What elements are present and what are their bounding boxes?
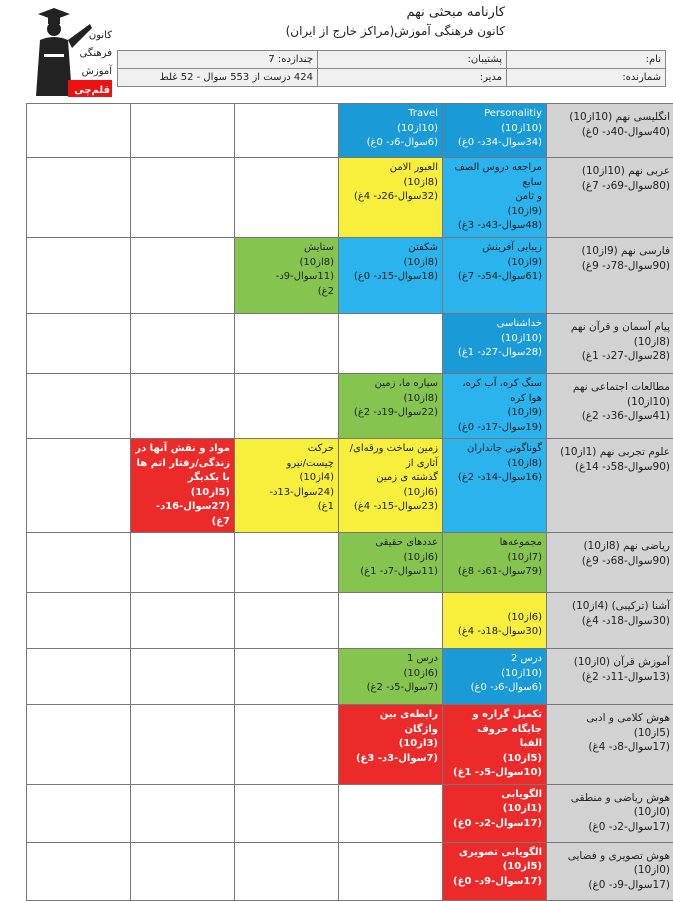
topic-line: (8از10) (447, 457, 542, 472)
topic-line: (30سوال-18د- 4غ) (447, 625, 542, 640)
logo (28, 4, 114, 100)
topic-line: (8از10) (239, 256, 334, 271)
subject-line: (41سوال-36د- 2غ) (552, 409, 670, 424)
subject-cell (547, 314, 673, 374)
topic-cell (339, 784, 443, 842)
topic-line: (6از10) (343, 486, 438, 501)
topic-grid (26, 103, 673, 901)
topic-line: الگویابی تصویری (447, 846, 542, 861)
institute-name: کانون فرهنگی آموزش(مراکز خارج از ایران) (175, 22, 505, 40)
topic-cell (443, 104, 547, 158)
subject-cell (547, 705, 673, 785)
topic-cell (27, 439, 131, 533)
topic-cell (339, 104, 443, 158)
topic-line: چیست/نیرو (239, 457, 334, 472)
subject-line: (30سوال-18د- 4غ) (552, 614, 670, 629)
topic-cell (27, 314, 131, 374)
topic-line: (28سوال-27د- 1غ) (447, 346, 542, 361)
topic-line: (6از10) (343, 551, 438, 566)
logo-text-1: کانون (89, 30, 112, 41)
topic-cell (131, 649, 235, 705)
logo-text-3: آموزش (82, 64, 114, 77)
topic-line: مراجعه دروس الصف سابع (447, 161, 542, 190)
subject-line: ریاضی نهم (8از10) (552, 539, 670, 554)
table-row (27, 533, 673, 593)
subject-cell (547, 104, 673, 158)
subject-line: علوم تجربی نهم (1از10) (552, 445, 670, 460)
topic-line: 1غ) (239, 500, 334, 515)
topic-cell (235, 158, 339, 238)
subject-line: (17سوال-9د- 0غ) (552, 878, 670, 893)
table-row (27, 439, 673, 533)
subject-line: (10از10) (552, 395, 670, 410)
table-row (27, 593, 673, 649)
topic-line: (48سوال-43د- 3غ) (447, 219, 542, 234)
table-row (27, 104, 673, 158)
topic-cell (235, 439, 339, 533)
topic-cell (131, 158, 235, 238)
topic-cell (235, 104, 339, 158)
topic-line: گذشته ی زمین (343, 471, 438, 486)
topic-line: (6سوال-6د- 0غ) (447, 681, 542, 696)
topic-line: (7سوال-5د- 2غ) (343, 681, 438, 696)
subject-line: انگلیسی نهم (10از10) (552, 110, 670, 125)
topic-line: گوناگونی جانداران (447, 442, 542, 457)
topic-line: (7از10) (447, 551, 542, 566)
topic-cell (235, 705, 339, 785)
topic-line: (61سوال-54د- 7غ) (447, 270, 542, 285)
topic-line: (5از10) (447, 752, 542, 767)
report-header (175, 4, 505, 40)
subject-line: (17سوال-2د- 0غ) (552, 820, 670, 835)
subject-line: (90سوال-78د- 9غ) (552, 259, 670, 274)
topic-line: (79سوال-61د- 8غ) (447, 565, 542, 580)
topic-line: حرکت (239, 442, 334, 457)
table-row (27, 649, 673, 705)
subject-cell (547, 439, 673, 533)
topic-line: رابطه‌ی بین واژگان (343, 708, 438, 737)
topic-line: Personalitiy (447, 107, 542, 122)
topic-line: شکفتن (343, 241, 438, 256)
topic-line: (3از10) (343, 737, 438, 752)
subject-line: مطالعات اجتماعی نهم (552, 380, 670, 395)
table-row (27, 238, 673, 314)
subject-line: (17سوال-8د- 4غ) (552, 740, 670, 755)
topic-line: (6سوال-6د- 0غ) (343, 136, 438, 151)
subject-line: (90سوال-68د- 9غ) (552, 554, 670, 569)
topic-cell (235, 593, 339, 649)
topic-line: (6از10) (447, 611, 542, 626)
subject-line: عربی نهم (10از10) (552, 164, 670, 179)
topic-line: (10سوال-5د- 1غ) (447, 766, 542, 781)
table-row (27, 784, 673, 842)
topic-line: الگویابی (447, 788, 542, 803)
topic-cell (131, 238, 235, 314)
topic-line: (16سوال-14د- 2غ) (447, 471, 542, 486)
topic-cell (443, 784, 547, 842)
topic-line: (17سوال-2د- 0غ) (447, 817, 542, 832)
topic-cell (131, 533, 235, 593)
topic-line: ستایش (239, 241, 334, 256)
student-info-table (117, 50, 666, 87)
topic-cell (235, 784, 339, 842)
topic-line: (11سوال-7د- 1غ) (343, 565, 438, 580)
subject-line: آشنا (ترکیبی) (4از10) (552, 599, 670, 614)
topic-line: (10از10) (447, 122, 542, 137)
topic-cell (27, 593, 131, 649)
topic-cell (443, 593, 547, 649)
topic-line: مجموعه‌ها (447, 536, 542, 551)
subject-cell (547, 593, 673, 649)
topic-cell (339, 374, 443, 439)
topic-cell (131, 784, 235, 842)
topic-line: (8از10) (343, 256, 438, 271)
subject-line: هوش کلامی و ادبی (552, 711, 670, 726)
subject-line: (28سوال-27د- 1غ) (552, 349, 670, 364)
topic-cell (131, 314, 235, 374)
subject-cell (547, 842, 673, 900)
topic-cell (339, 842, 443, 900)
topic-line: عددهای حقیقی (343, 536, 438, 551)
topic-line: (9از10) (447, 406, 542, 421)
topic-cell (339, 158, 443, 238)
topic-line: (18سوال-15د- 0غ) (343, 270, 438, 285)
topic-line: (34سوال-34د- 0غ) (447, 136, 542, 151)
subject-line: هوش ریاضی و منطقی (552, 791, 670, 806)
topic-line: (9از10) (447, 256, 542, 271)
table-row (27, 158, 673, 238)
topic-cell (339, 593, 443, 649)
topic-line: درس 1 (343, 652, 438, 667)
topic-line: الفبا (447, 737, 542, 752)
topic-cell (131, 705, 235, 785)
support-label: پشتیبان: (318, 51, 507, 69)
logo-text-4: قلم‌چی (74, 85, 110, 96)
table-row (27, 705, 673, 785)
subject-line: (80سوال-69د- 7غ) (552, 179, 670, 194)
topic-line: (11سوال-9د- (239, 270, 334, 285)
topic-cell (27, 705, 131, 785)
table-row (27, 374, 673, 439)
topic-cell (131, 593, 235, 649)
topic-cell (443, 649, 547, 705)
topic-cell (27, 104, 131, 158)
topic-line: (9از10) (447, 205, 542, 220)
topic-line: Travel (343, 107, 438, 122)
topic-cell (131, 439, 235, 533)
topic-cell (27, 649, 131, 705)
subject-line: (0از10) (552, 863, 670, 878)
topic-line: (10از10) (343, 122, 438, 137)
topic-line: با یکدیگر (135, 471, 230, 486)
topic-line: سیاره ما، زمین (343, 377, 438, 392)
topic-cell (235, 533, 339, 593)
topic-cell (235, 314, 339, 374)
number-label: شمارنده: (507, 69, 666, 87)
topic-line: خداشناسی (447, 317, 542, 332)
topic-line: (6از10) (343, 667, 438, 682)
topic-cell (443, 374, 547, 439)
topic-cell (443, 314, 547, 374)
topic-line: (8از10) (343, 392, 438, 407)
topic-line (447, 596, 542, 611)
topic-line: (23سوال-15د- 4غ) (343, 500, 438, 515)
subject-line: (13سوال-11د- 2غ) (552, 670, 670, 685)
topic-cell (443, 533, 547, 593)
subject-line: (8از10) (552, 335, 670, 350)
topic-cell (339, 439, 443, 533)
level-value: چندازده: 7 (118, 51, 318, 69)
topic-cell (235, 842, 339, 900)
subject-cell (547, 238, 673, 314)
topic-line: (24سوال-13د- (239, 486, 334, 501)
topic-line: (22سوال-19د- 2غ) (343, 406, 438, 421)
topic-line: و ثامن (447, 190, 542, 205)
subject-line: (5از10) (552, 726, 670, 741)
table-row (27, 314, 673, 374)
topic-line: (17سوال-9د- 0غ) (447, 875, 542, 890)
logo-text-2: فرهنگی (80, 47, 113, 59)
subject-line: هوش تصویری و فضایی (552, 849, 670, 864)
topic-line: 2غ) (239, 285, 334, 300)
topic-cell (235, 649, 339, 705)
topic-cell (339, 533, 443, 593)
topic-line: (19سوال-17د- 0غ) (447, 421, 542, 436)
topic-line: سنگ کره، آب کره، هوا کره (447, 377, 542, 406)
subject-line: (0از10) (552, 805, 670, 820)
topic-line: تکمیل گزاره و جایگاه حروف (447, 708, 542, 737)
subject-line: آموزش قرآن (0از10) (552, 655, 670, 670)
topic-cell (443, 158, 547, 238)
topic-line: (5از10) (447, 860, 542, 875)
topic-cell (443, 705, 547, 785)
topic-cell (27, 238, 131, 314)
topic-line: (1از10) (447, 802, 542, 817)
subject-cell (547, 374, 673, 439)
topic-cell (235, 238, 339, 314)
topic-cell (339, 649, 443, 705)
report-title: کارنامه مبحثی نهم (175, 4, 505, 22)
topic-line: مواد و نقش آنها در زندگی/رفتار اتم ها (135, 442, 230, 471)
topic-line: (7سوال-3د- 3غ) (343, 752, 438, 767)
topic-cell (131, 842, 235, 900)
topic-line: (10از10) (447, 332, 542, 347)
topic-cell (235, 374, 339, 439)
topic-cell (339, 238, 443, 314)
topic-line: زمین ساخت ورقه‌ای/آثاری از (343, 442, 438, 471)
manager-label: مدیر: (318, 69, 507, 87)
topic-line: درس 2 (447, 652, 542, 667)
subject-cell (547, 533, 673, 593)
subject-line: (90سوال-58د- 14غ) (552, 460, 670, 475)
subject-cell (547, 784, 673, 842)
topic-line: (5از10) (135, 486, 230, 501)
subject-cell (547, 649, 673, 705)
subject-cell (547, 158, 673, 238)
topic-cell (27, 158, 131, 238)
topic-cell (27, 374, 131, 439)
topic-cell (443, 842, 547, 900)
topic-cell (131, 104, 235, 158)
subject-line: (40سوال-40د- 0غ) (552, 125, 670, 140)
topic-cell (339, 314, 443, 374)
topic-cell (339, 705, 443, 785)
name-label: نام: (507, 51, 666, 69)
table-row (27, 842, 673, 900)
summary-value: 424 درست از 553 سوال - 52 غلط (118, 69, 318, 87)
topic-cell (131, 374, 235, 439)
topic-cell (27, 533, 131, 593)
topic-line: (32سوال-26د- 4غ) (343, 190, 438, 205)
topic-line: العبور الامن (343, 161, 438, 176)
topic-line: (4از10) (239, 471, 334, 486)
topic-line: زیبایی آفرینش (447, 241, 542, 256)
subject-line: پیام آسمان و قرآن نهم (552, 320, 670, 335)
topic-line: (27سوال-16د- 7غ) (135, 500, 230, 529)
topic-line: (8از10) (343, 176, 438, 191)
topic-cell (443, 238, 547, 314)
topic-cell (443, 439, 547, 533)
topic-line: (10از10) (447, 667, 542, 682)
topic-cell (27, 842, 131, 900)
subject-line: فارسی نهم (9از10) (552, 244, 670, 259)
topic-cell (27, 784, 131, 842)
